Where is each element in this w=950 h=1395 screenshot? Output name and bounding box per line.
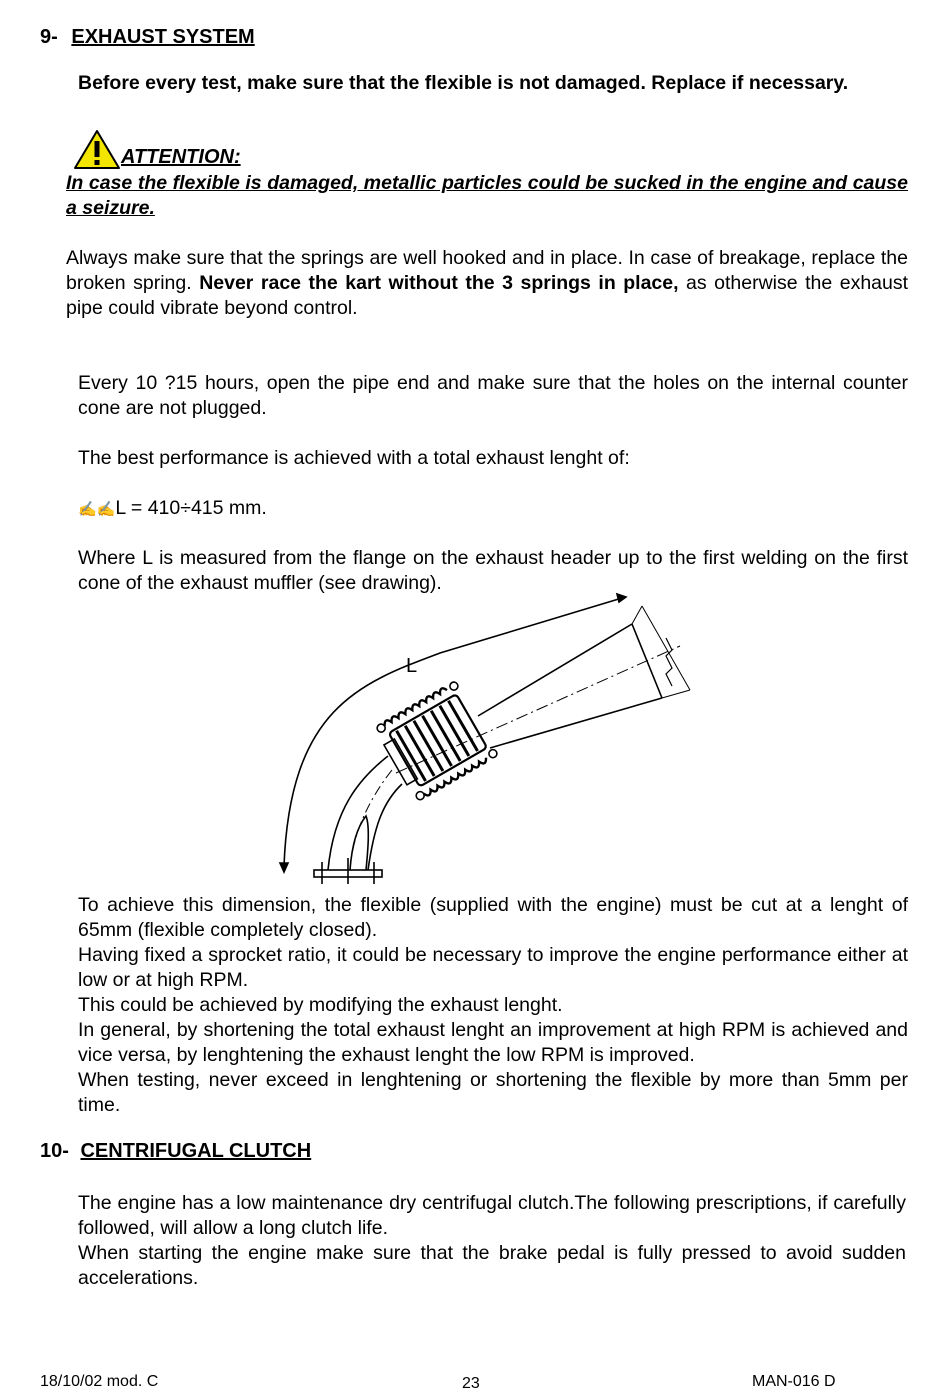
page-number: 23	[462, 1375, 480, 1392]
springs-text-b: as otherwise the exhaust pipe could vibrate beyond control.	[66, 272, 909, 319]
footer-date: 18/10/02 mod. C	[40, 1373, 159, 1390]
section-title: EXHAUST SYSTEM	[71, 26, 255, 48]
attention-text: In case the flexible is damaged, metallic particles could be sucked in the engine and cause a seizure.	[66, 172, 908, 219]
best-performance-paragraph: The best performance is achieved with a total exhaust lenght of:	[78, 447, 630, 469]
section-title: CENTRIFUGAL CLUTCH	[80, 1140, 312, 1162]
section-9-heading	[40, 26, 255, 49]
drawing-label-l: L	[406, 655, 418, 677]
clutch-block	[78, 1191, 906, 1291]
formula-line	[78, 496, 267, 522]
attention-label: ATTENTION:	[121, 146, 241, 168]
warning-icon	[73, 129, 121, 170]
cone-bottom	[490, 698, 662, 748]
exhaust-drawing	[270, 588, 710, 888]
after-paragraph-5: When testing, never exceed in lenghtening or shortening the flexible by more than 5mm per time.	[78, 1069, 908, 1116]
every-hours-paragraph: Every 10 ?15 hours, open the pipe end and make sure that the holes on the internal counter cone are not plugged.	[78, 372, 908, 419]
header-outer	[328, 756, 388, 870]
clutch-paragraph-1: The engine has a low maintenance dry centrifugal clutch.The following prescriptions, if carefully followed, will allow a long clutch life.	[78, 1192, 906, 1239]
flexible	[374, 681, 498, 802]
where-l-paragraph: Where L is measured from the flange on the exhaust header up to the first welding on the first cone of the exhaust muffler (see drawing).	[78, 547, 908, 594]
after-paragraph-4: In general, by shortening the total exhaust lenght an improvement at high RPM is achieved and vice versa, by lenghtening the exhaust lenght the low RPM is improved.	[78, 1019, 908, 1066]
dimension-line-l	[284, 598, 622, 866]
formula-text: L = 410÷415 mm.	[115, 497, 267, 519]
after-paragraph-1: To achieve this dimension, the flexible (supplied with the engine) must be cut at a lenght of 65mm (flexible completely closed).	[78, 894, 908, 941]
after-paragraph-3: This could be achieved by modifying the exhaust lenght.	[78, 994, 563, 1016]
clutch-paragraph-2: When starting the engine make sure that the brake pedal is fully pressed to avoid sudden accelerations.	[78, 1242, 906, 1289]
cone-top	[478, 624, 632, 716]
pencil-icon: ✍✍	[78, 501, 116, 518]
springs-paragraph	[66, 246, 908, 321]
section-10-heading	[40, 1140, 311, 1163]
section-number: 9-	[40, 26, 58, 48]
after-paragraph-2: Having fixed a sprocket ratio, it could be necessary to improve the engine performance either at low or at high RPM.	[78, 944, 908, 991]
springs-text-bold: Never race the kart without the 3 springs in place,	[199, 272, 679, 294]
footer-code: MAN-016 D	[752, 1373, 836, 1390]
after-drawing-block	[78, 893, 908, 1118]
section-number: 10-	[40, 1140, 69, 1162]
header-inner	[368, 784, 402, 870]
springs-text-a: Always make sure that the springs are well hooked and in place. In case of breakage, replace the broken spring.	[66, 247, 908, 294]
intro-text: Before every test, make sure that the flexible is not damaged. Replace if necessary.	[78, 72, 849, 94]
